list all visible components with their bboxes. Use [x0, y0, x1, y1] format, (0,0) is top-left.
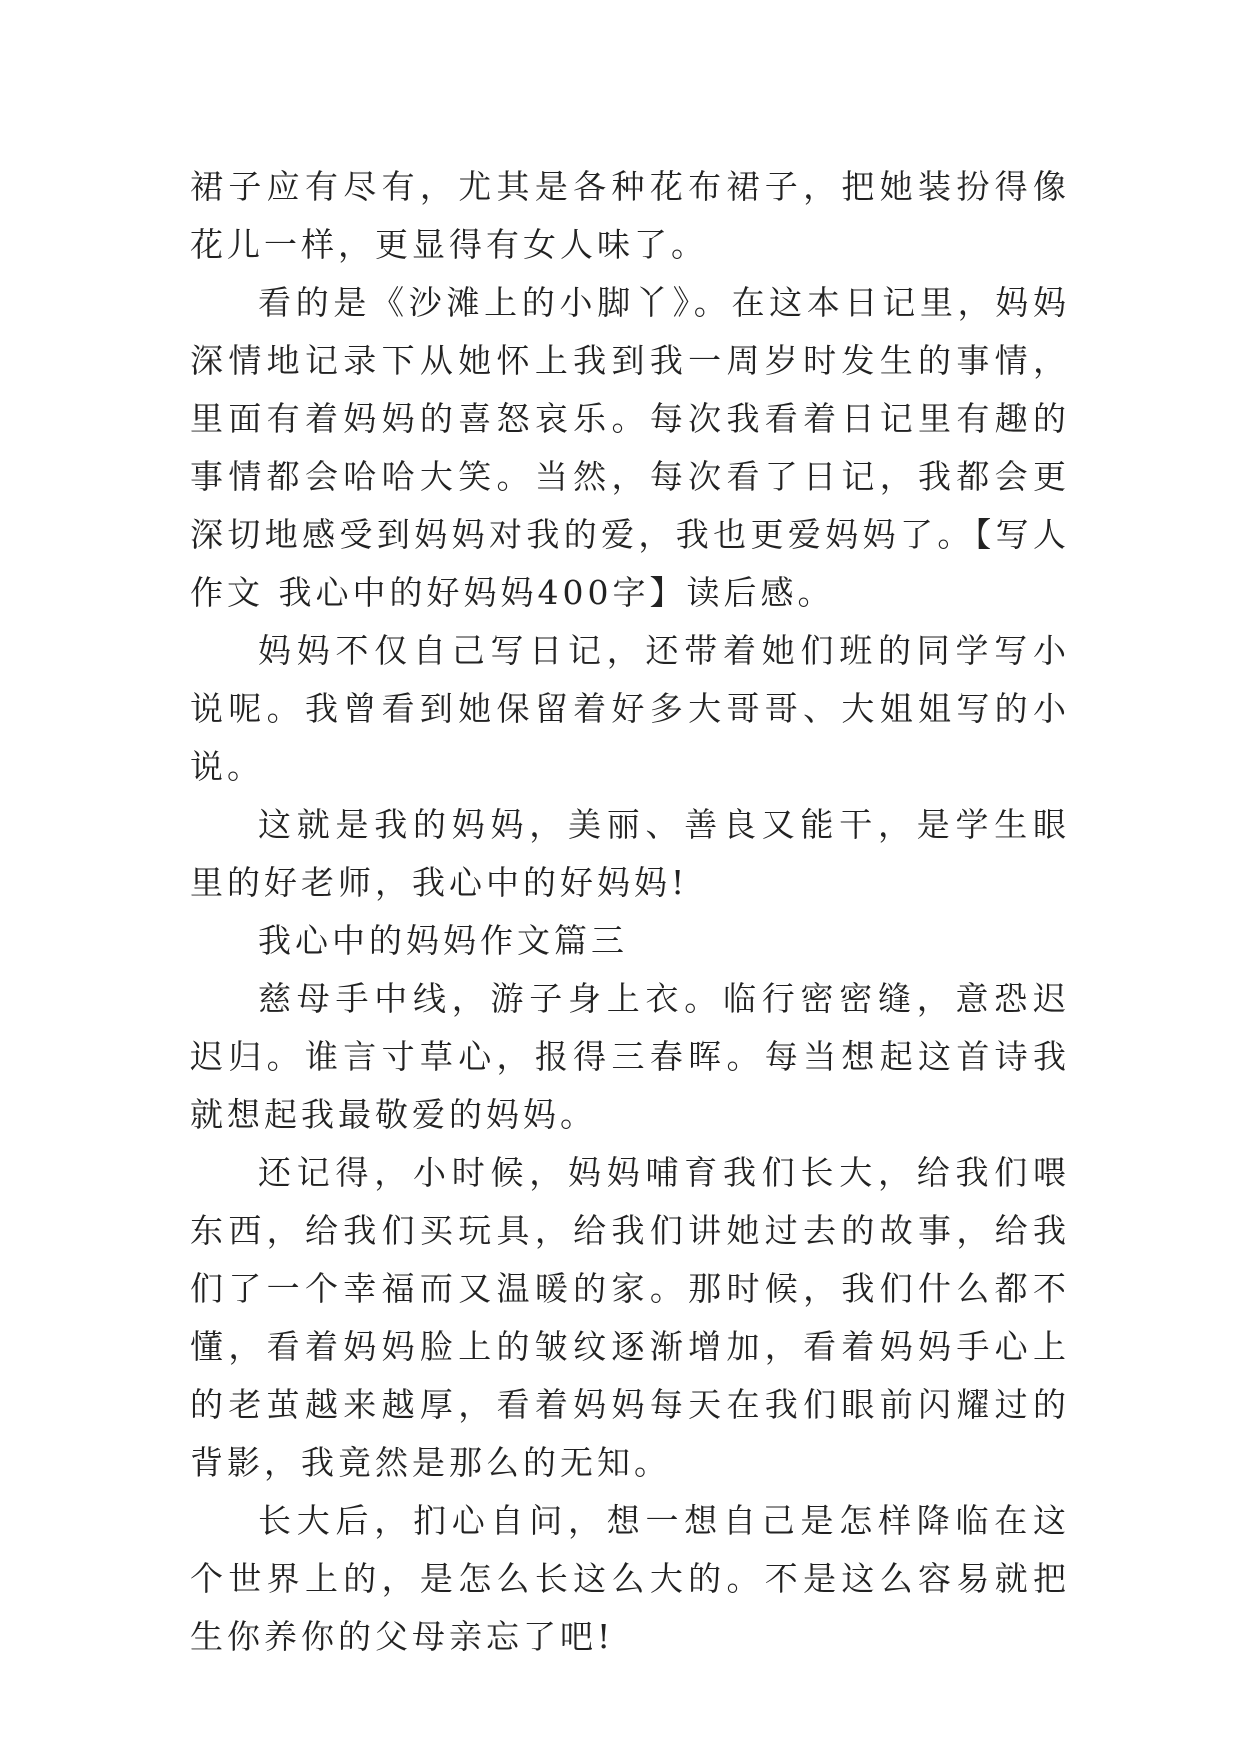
- paragraph-continued: 裙子应有尽有，尤其是各种花布裙子，把她装扮得像花儿一样，更显得有女人味了。: [190, 167, 1070, 264]
- paragraph-conclusion: 这就是我的妈妈，美丽、善良又能干，是学生眼里的好老师，我心中的好妈妈!: [190, 805, 1070, 902]
- paragraph-novel: 妈妈不仅自己写日记，还带着她们班的同学写小说呢。我曾看到她保留着好多大哥哥、大姐姐写的小说。: [190, 631, 1070, 786]
- paragraph-childhood: 还记得，小时候，妈妈哺育我们长大，给我们喂东西，给我们买玩具，给我们讲她过去的故事，给我们了一个幸福而又温暖的家。那时候，我们什么都不懂，看着妈妈脸上的皱纹逐渐增加，看着妈妈手心上的老茧越来越厚，看着妈妈每天在我们眼前闪耀过的背影，我竟然是那么的无知。: [190, 1153, 1070, 1482]
- document-body: [190, 158, 1070, 1666]
- paragraph-growing-up: 长大后，扪心自问，想一想自己是怎样降临在这个世界上的，是怎么长这么大的。不是这么容易就把生你养你的父母亲忘了吧!: [190, 1501, 1070, 1656]
- section-heading: 我心中的妈妈作文篇三: [258, 921, 628, 960]
- paragraph-poem: 慈母手中线，游子身上衣。临行密密缝，意恐迟迟归。谁言寸草心，报得三春晖。每当想起这首诗我就想起我最敬爱的妈妈。: [190, 979, 1070, 1134]
- paragraph-diary: 看的是《沙滩上的小脚丫》。在这本日记里，妈妈深情地记录下从她怀上我到我一周岁时发生的事情，里面有着妈妈的喜怒哀乐。每次我看着日记里有趣的事情都会哈哈大笑。当然，每次看了日记，我都会更深切地感受到妈妈对我的爱，我也更爱妈妈了。【写人作文 我心中的好妈妈400字】读后感。: [190, 283, 1070, 612]
